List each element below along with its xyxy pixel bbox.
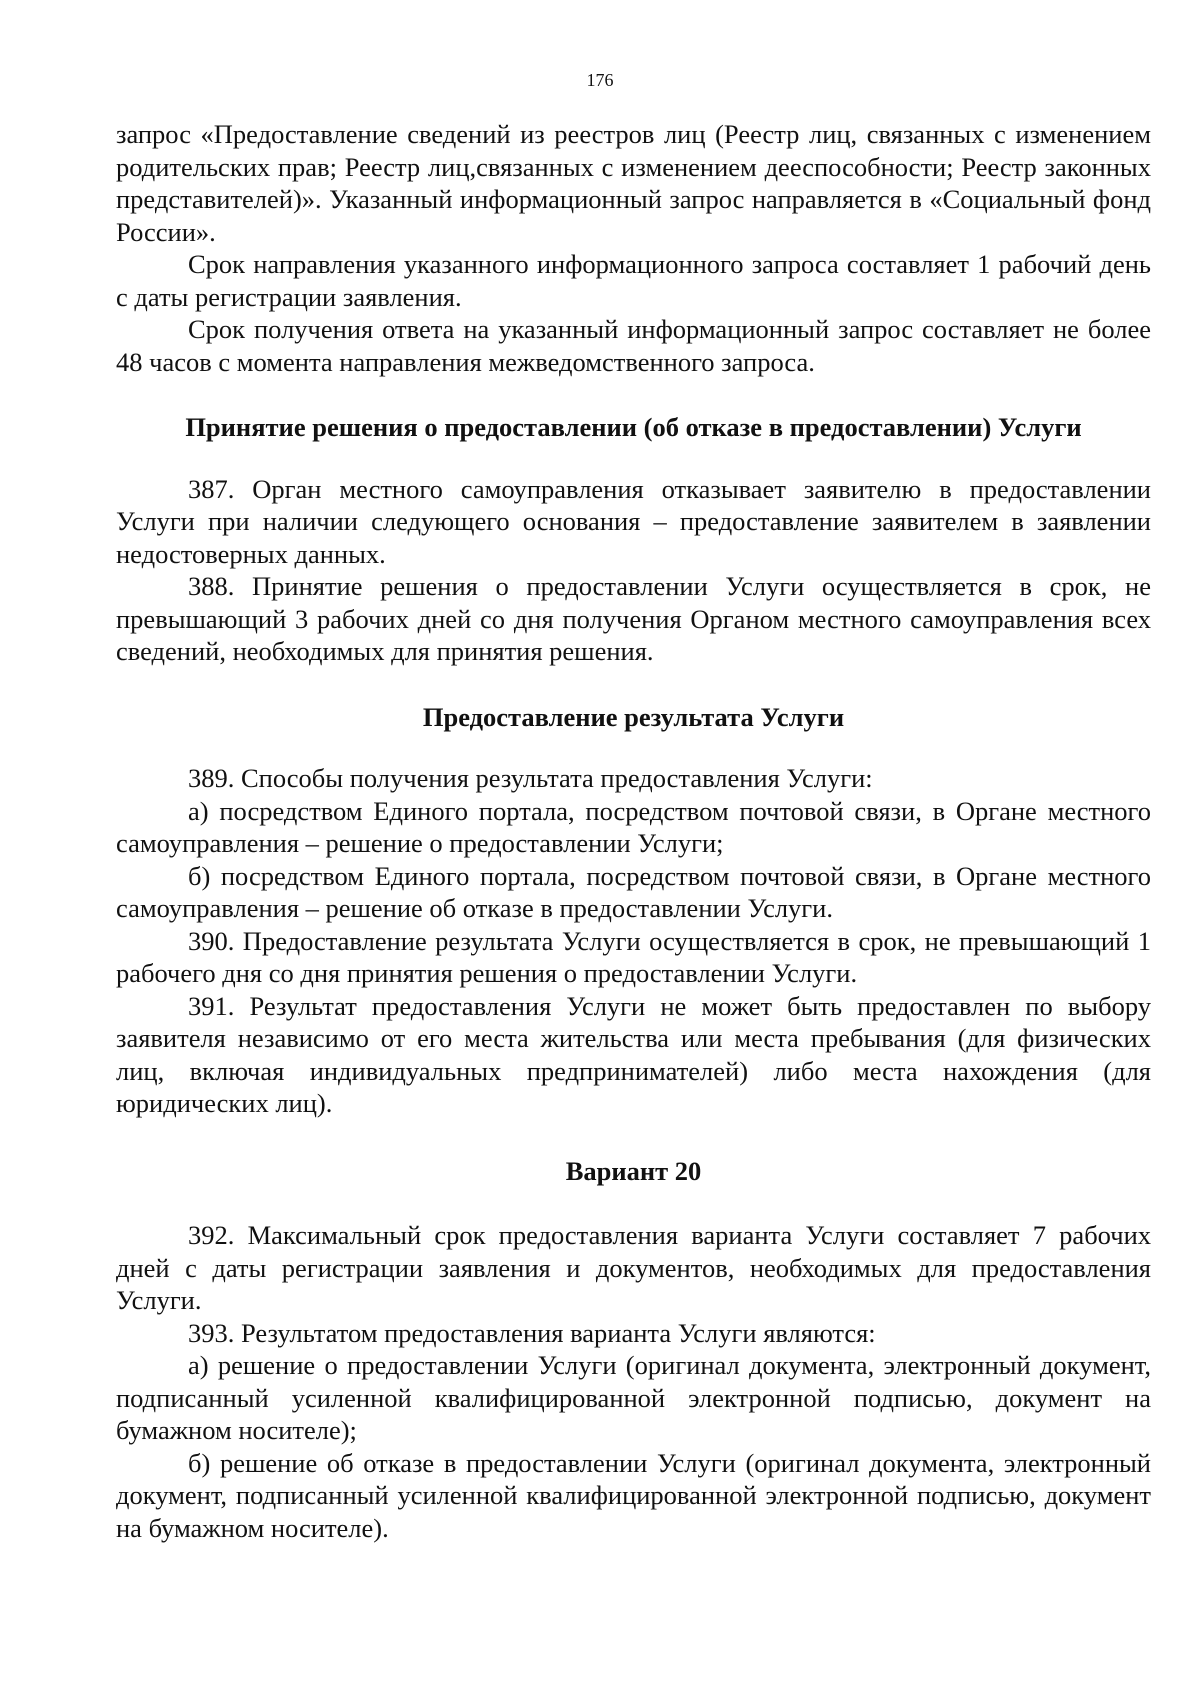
paragraph-request-deadline: Срок направления указанного информационного запроса составляет 1 рабочий день с даты регистрации заявления. (116, 249, 1151, 312)
paragraph-388: 388. Принятие решения о предоставлении Услуги осуществляется в срок, не превышающий 3 рабочих дней со дня получения Органом местного самоуправления всех сведений, необходимых для принятия решения. (116, 571, 1151, 666)
paragraph-393-a: а) решение о предоставлении Услуги (оригинал документа, электронный документ, подписанный усиленной квалифицированной электронной подписью, документ на бумажном носителе); (116, 1350, 1151, 1445)
paragraph-391: 391. Результат предоставления Услуги не может быть предоставлен по выбору заявителя независимо от его места жительства или места пребывания (для физических лиц, включая индивидуальных предпринимателей) либо места нахождения (для юридических лиц). (116, 990, 1151, 1118)
paragraph-387: 387. Орган местного самоуправления отказывает заявителю в предоставлении Услуги при наличии следующего основания – предоставление заявителем в заявлении недостоверных данных. (116, 473, 1151, 569)
paragraph-389: 389. Способы получения результата предоставления Услуги: (188, 763, 873, 793)
paragraph-389-b: б) посредством Единого портала, посредством почтовой связи, в Органе местного самоуправления – решение об отказе в предоставлении Услуги. (116, 860, 1151, 923)
paragraph-393: 393. Результатом предоставления варианта Услуги являются: (188, 1317, 876, 1348)
paragraph-392: 392. Максимальный срок предоставления варианта Услуги составляет 7 рабочих дней с даты регистрации заявления и документов, необходимых для предоставления Услуги. (116, 1220, 1151, 1315)
section-heading-variant-20: Вариант 20 (565, 1155, 702, 1186)
paragraph-389-a: а) посредством Единого портала, посредством почтовой связи, в Органе местного самоуправления – решение о предоставлении Услуги; (116, 795, 1151, 858)
page-number: 176 (586, 70, 614, 90)
paragraph-request-continuation: запрос «Предоставление сведений из реестров лиц (Реестр лиц, связанных с изменением родительских прав; Реестр лиц,связанных с изменением дееспособности; Реестр законных представителей)». Указанный информационный запрос направляется в «Социальный фонд России». (116, 119, 1151, 247)
section-heading-decision: Принятие решения о предоставлении (об отказе в предоставлении) Услуги (185, 412, 1082, 442)
paragraph-390: 390. Предоставление результата Услуги осуществляется в срок, не превышающий 1 рабочего дня со дня принятия решения о предоставлении Услуги. (116, 925, 1151, 988)
paragraph-response-deadline: Срок получения ответа на указанный информационный запрос составляет не более 48 часов с момента направления межведомственного запроса. (116, 314, 1151, 377)
document-body (116, 118, 1151, 1544)
paragraph-393-b: б) решение об отказе в предоставлении Услуги (оригинал документа, электронный документ, подписанный усиленной квалифицированной электронной подписью, документ на бумажном носителе). (116, 1447, 1151, 1543)
section-heading-result: Предоставление результата Услуги (422, 701, 845, 732)
